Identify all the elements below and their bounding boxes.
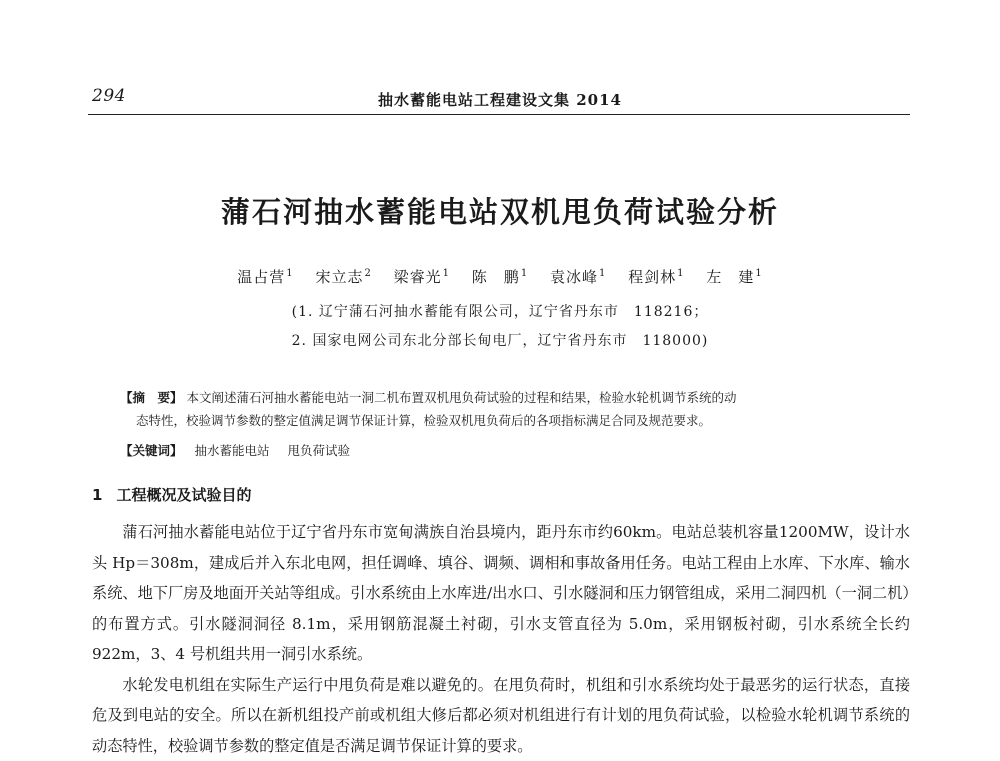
keyword: 甩负荷试验	[288, 443, 351, 458]
abstract-text-1: 本文阐述蒲石河抽水蓄能电站一洞二机布置双机甩负荷试验的过程和结果，检验水轮机调节系统的动	[187, 390, 737, 405]
author	[706, 266, 762, 287]
affiliation-mark: 1	[755, 268, 762, 279]
abstract-line-1	[120, 386, 880, 409]
author-name: 程剑林	[628, 268, 676, 286]
keywords-label: 【关键词】	[120, 443, 183, 458]
abstract-text-2: 态特性，校验调节参数的整定值满足调节保证计算，检验双机甩负荷后的各项指标满足合同及规范要求。	[120, 409, 880, 432]
section-title: 工程概况及试验目的	[116, 486, 251, 504]
running-header: 抽水蓄能电站工程建设文集 2014	[0, 89, 1000, 110]
page-number: 294	[92, 86, 126, 106]
author	[628, 266, 684, 287]
affiliation-mark: 2	[364, 268, 371, 279]
affiliation-mark: 1	[599, 268, 606, 279]
paper-title: 蒲石河抽水蓄能电站双机甩负荷试验分析	[0, 190, 1000, 231]
abstract	[120, 386, 880, 432]
affiliation-mark: 1	[286, 268, 293, 279]
author-name: 宋立志	[315, 268, 363, 286]
keywords	[120, 441, 364, 459]
author-name: 陈 鹏	[472, 268, 520, 286]
affiliation-1: (1. 辽宁蒲石河抽水蓄能有限公司，辽宁省丹东市 118216；	[0, 301, 1000, 321]
affiliation-mark: 1	[443, 268, 450, 279]
abstract-label: 【摘 要】	[120, 390, 183, 405]
body-text	[92, 517, 910, 761]
header-divider	[88, 114, 910, 115]
author	[315, 266, 371, 287]
author	[394, 266, 450, 287]
section-number: 1	[92, 486, 102, 504]
keyword: 抽水蓄能电站	[195, 443, 270, 458]
author-name: 温占营	[237, 268, 285, 286]
author-name: 袁冰峰	[550, 268, 598, 286]
author	[237, 266, 293, 287]
author-name: 梁睿光	[394, 268, 442, 286]
affiliation-mark: 1	[521, 268, 528, 279]
paragraph: 水轮发电机组在实际生产运行中甩负荷是难以避免的。在甩负荷时，机组和引水系统均处于最恶劣的运行状态，直接危及到电站的安全。所以在新机组投产前或机组大修后都必须对机组进行有计划的甩负荷试验，以检验水轮机调节系统的动态特性，校验调节参数的整定值是否满足调节保证计算的要求。	[92, 670, 910, 761]
affiliation-2: 2. 国家电网公司东北分部长甸电厂，辽宁省丹东市 118000)	[0, 330, 1000, 350]
author-name: 左 建	[706, 268, 754, 286]
affiliation-mark: 1	[677, 268, 684, 279]
section-heading	[92, 484, 251, 505]
paragraph: 蒲石河抽水蓄能电站位于辽宁省丹东市宽甸满族自治县境内，距丹东市约60km。电站总装机容量1200MW，设计水头 Hp＝308m，建成后并入东北电网，担任调峰、填谷、调频、调相和事故备用任务。电站工程由上水库、下水库、输水系统、地下厂房及地面开关站等组成。引水系统由上水库进/出水口、引水隧洞和压力钢管组成，采用二洞四机（一洞二机）的布置方式。引水隧洞洞径 8.1m，采用钢筋混凝土衬砌，引水支管直径为 5.0m，采用钢板衬砌，引水系统全长约 922m，3、4 号机组共用一洞引水系统。	[92, 517, 910, 670]
author-list	[0, 266, 1000, 287]
author	[550, 266, 606, 287]
author	[472, 266, 528, 287]
